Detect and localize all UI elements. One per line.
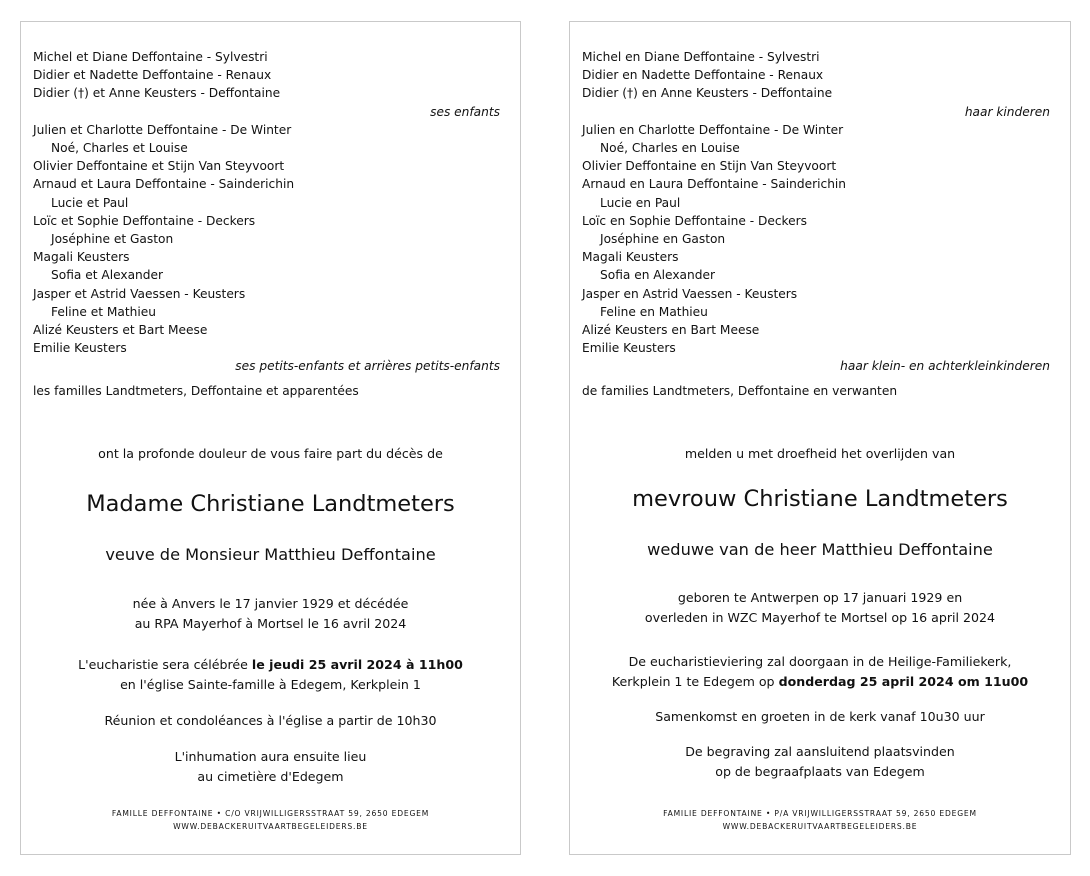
- birth-line-1: née à Anvers le 17 janvier 1929 et décédée: [132, 596, 409, 611]
- family-member-name: Didier et Nadette Deffontaine - Renaux: [33, 68, 272, 83]
- family-member-name: Arnaud et Laura Deffontaine - Sainderichin: [33, 177, 295, 192]
- grandchildren-names: Lucie en Paul: [600, 195, 681, 210]
- ceremony-info: [570, 652, 1070, 692]
- family-member-name: Jasper en Astrid Vaessen - Keusters: [582, 286, 798, 301]
- footer-address: FAMILIE DEFFONTAINE • P/A VRIJWILLIGERSSTRAAT 59, 2650 EDEGEM: [663, 809, 977, 818]
- family-member-name: Emilie Keusters: [33, 341, 127, 356]
- family-list: [33, 48, 500, 400]
- ceremony-date: donderdag 25 april 2024 om 11u00: [778, 674, 1029, 689]
- family-member-name: Didier (†) en Anne Keusters - Deffontaine: [582, 86, 833, 101]
- condolences: Samenkomst en groeten in de kerk vanaf 10u30 uur: [655, 709, 985, 724]
- birth-line-2: au RPA Mayerhof à Mortsel le 16 avril 2024: [134, 616, 407, 631]
- related-families: les familles Landtmeters, Deffontaine et apparentées: [33, 383, 359, 398]
- related-families: de families Landtmeters, Deffontaine en verwanten: [582, 383, 898, 398]
- burial-line-2: au cimetière d'Edegem: [197, 769, 344, 784]
- ceremony-line-2: en l'église Sainte-famille à Edegem, Kerkplein 1: [120, 677, 421, 692]
- family-member-name: Olivier Deffontaine en Stijn Van Steyvoort: [582, 159, 837, 174]
- widow-of: weduwe van de heer Matthieu Deffontaine: [647, 540, 993, 559]
- deceased-name: Madame Christiane Landtmeters: [86, 491, 455, 517]
- birth-line-2: overleden in WZC Mayerhof te Mortsel op 16 april 2024: [644, 610, 996, 625]
- ceremony-info: [21, 655, 520, 695]
- family-member-name: Magali Keusters: [33, 250, 130, 265]
- ceremony-text: Kerkplein 1 te Edegem op: [611, 674, 779, 689]
- birth-line-1: geboren te Antwerpen op 17 januari 1929 en: [677, 590, 963, 605]
- ceremony-line-1: [21, 655, 520, 675]
- ceremony-line-2: [570, 672, 1070, 692]
- grandchildren-names: Joséphine en Gaston: [600, 232, 726, 247]
- grandchildren-names: Noé, Charles et Louise: [51, 141, 188, 156]
- relationship-label: ses petits-enfants et arrières petits-enfants: [235, 359, 500, 374]
- burial-info: [21, 747, 520, 787]
- deceased-name: mevrouw Christiane Landtmeters: [632, 486, 1008, 512]
- family-member-name: Julien en Charlotte Deffontaine - De Winter: [582, 122, 844, 137]
- family-member-name: Alizé Keusters en Bart Meese: [582, 323, 760, 338]
- death-notice-dutch: [569, 21, 1071, 855]
- ceremony-date: le jeudi 25 avril 2024 à 11h00: [251, 657, 463, 672]
- footer: [570, 808, 1070, 833]
- relationship-label: haar klein- en achterkleinkinderen: [840, 359, 1050, 374]
- family-member-name: Didier (†) et Anne Keusters - Deffontaine: [33, 86, 281, 101]
- relationship-label: ses enfants: [430, 104, 500, 119]
- announcement: ont la profonde douleur de vous faire part du décès de: [98, 446, 443, 461]
- footer-website: WWW.DEBACKERUITVAARTBEGELEIDERS.BE: [722, 821, 918, 831]
- family-member-name: Loïc et Sophie Deffontaine - Deckers: [33, 213, 256, 228]
- family-list: [582, 48, 1050, 400]
- ceremony-line-1: De eucharistieviering zal doorgaan in de Heilige-Familiekerk,: [628, 654, 1012, 669]
- grandchildren-names: Joséphine et Gaston: [51, 232, 174, 247]
- relationship-label: haar kinderen: [964, 104, 1050, 119]
- footer: [21, 808, 520, 833]
- family-member-name: Michel et Diane Deffontaine - Sylvestri: [33, 50, 268, 64]
- footer-address: FAMILLE DEFFONTAINE • C/O VRIJWILLIGERSSTRAAT 59, 2650 EDEGEM: [111, 809, 430, 818]
- family-member-name: Didier en Nadette Deffontaine - Renaux: [582, 68, 824, 83]
- burial-line-1: L'inhumation aura ensuite lieu: [174, 749, 367, 764]
- grandchildren-names: Sofia et Alexander: [51, 268, 164, 283]
- family-member-name: Magali Keusters: [582, 250, 679, 265]
- grandchildren-names: Feline en Mathieu: [600, 304, 708, 319]
- family-member-name: Michel en Diane Deffontaine - Sylvestri: [582, 50, 820, 64]
- grandchildren-names: Noé, Charles en Louise: [600, 141, 740, 156]
- grandchildren-names: Feline et Mathieu: [51, 304, 156, 319]
- condolences: Réunion et condoléances à l'église a partir de 10h30: [104, 713, 437, 728]
- announcement: melden u met droefheid het overlijden van: [684, 446, 956, 461]
- ceremony-text: L'eucharistie sera célébrée: [78, 657, 252, 672]
- death-notice-french: [20, 21, 521, 855]
- widow-of: veuve de Monsieur Matthieu Deffontaine: [105, 545, 436, 564]
- grandchildren-names: Lucie et Paul: [51, 195, 129, 210]
- burial-line-2: op de begraafplaats van Edegem: [715, 764, 925, 779]
- grandchildren-names: Sofia en Alexander: [600, 268, 715, 283]
- family-member-name: Olivier Deffontaine et Stijn Van Steyvoort: [33, 159, 285, 174]
- footer-website: WWW.DEBACKERUITVAARTBEGELEIDERS.BE: [173, 821, 368, 831]
- birth-death-info: [21, 594, 520, 634]
- burial-info: [570, 742, 1070, 782]
- family-member-name: Loïc en Sophie Deffontaine - Deckers: [582, 213, 808, 228]
- family-member-name: Jasper et Astrid Vaessen - Keusters: [33, 286, 246, 301]
- family-member-name: Arnaud en Laura Deffontaine - Sainderichin: [582, 177, 847, 192]
- family-member-name: Julien et Charlotte Deffontaine - De Winter: [33, 122, 292, 137]
- family-member-name: Alizé Keusters et Bart Meese: [33, 323, 208, 338]
- family-member-name: Emilie Keusters: [582, 341, 676, 356]
- birth-death-info: [570, 588, 1070, 628]
- burial-line-1: De begraving zal aansluitend plaatsvinden: [685, 744, 955, 759]
